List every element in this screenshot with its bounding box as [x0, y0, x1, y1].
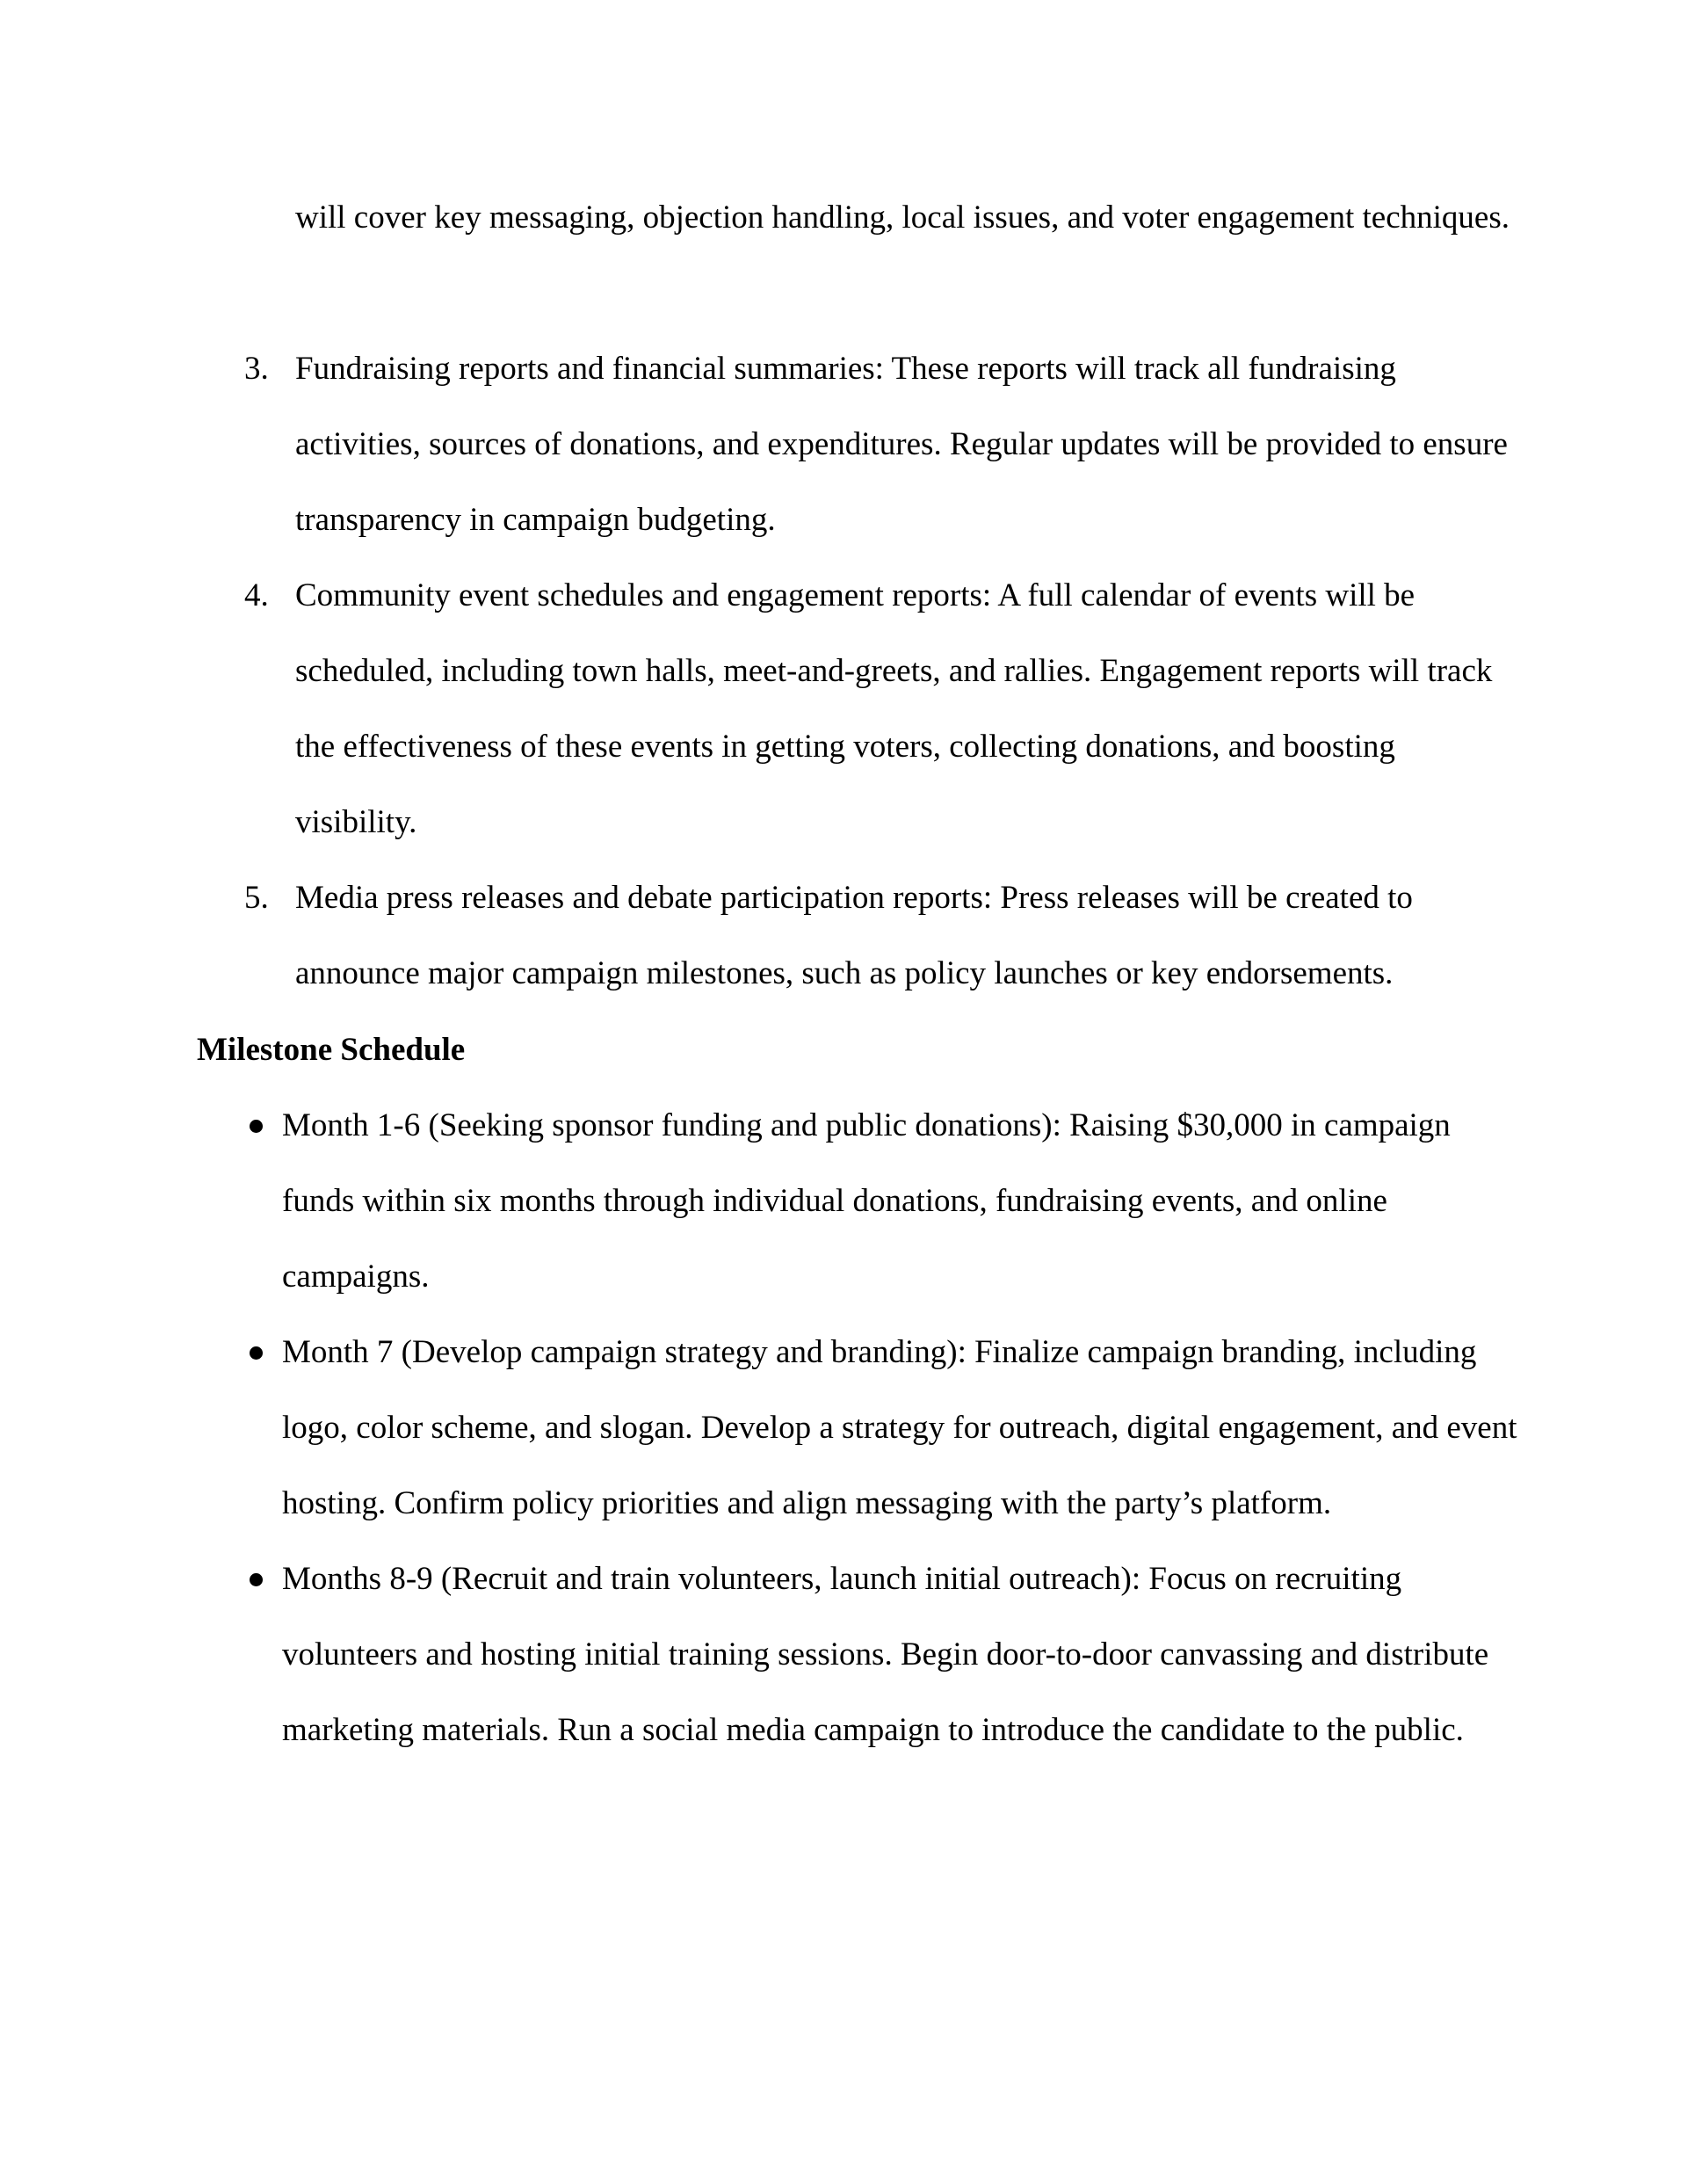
numbered-list: [0, 331, 1687, 1012]
list-item-text: Community event schedules and engagement reports: A full calendar of events will be scheduled, including town halls, meet-and-greets, and rallies. Engagement reports will track the effectiveness of these events in getting voters, collecting donations, and boosting visibility.: [295, 577, 1493, 840]
list-item-text: Months 8-9 (Recruit and train volunteers, launch initial outreach): Focus on recruiting volunteers and hosting initial training sessions. Begin door-to-door canvassing and distribute marketing materials. Run a social media campaign to introduce the candidate to the public.: [282, 1561, 1489, 1748]
list-item: [0, 1315, 1521, 1542]
list-item: [0, 558, 1517, 860]
list-item-text: Month 7 (Develop campaign strategy and branding): Finalize campaign branding, including logo, color scheme, and slogan. Develop a strategy for outreach, digital engagement, and event hosting. Confirm policy priorities and align messaging with the party’s platform.: [282, 1334, 1517, 1521]
list-number: 3.: [244, 351, 269, 387]
list-item-text: Media press releases and debate participation reports: Press releases will be created to announce major campaign milestones, such as policy launches or key endorsements.: [295, 880, 1413, 991]
section-heading: Milestone Schedule: [197, 1032, 466, 1068]
bullet-list: [0, 1088, 1687, 1768]
bullet-icon: [250, 1573, 263, 1586]
list-number: 4.: [244, 577, 269, 613]
list-number: 5.: [244, 880, 269, 916]
continuation-paragraph: will cover key messaging, objection handling, local issues, and voter engagement techniques.: [295, 200, 1510, 236]
list-item: [0, 860, 1517, 1012]
list-item-text: Fundraising reports and financial summaries: These reports will track all fundraising activities, sources of donations, and expenditures. Regular updates will be provided to ensure transparency in campaign budgeting.: [295, 351, 1508, 538]
bullet-icon: [250, 1346, 263, 1360]
list-item-text: Month 1-6 (Seeking sponsor funding and public donations): Raising $30,000 in campaign funds within six months through individual donations, fundraising events, and online campaigns.: [282, 1107, 1451, 1295]
list-item: [0, 1542, 1521, 1768]
bullet-icon: [250, 1120, 263, 1133]
list-item: [0, 1088, 1521, 1315]
list-item: [0, 331, 1517, 558]
